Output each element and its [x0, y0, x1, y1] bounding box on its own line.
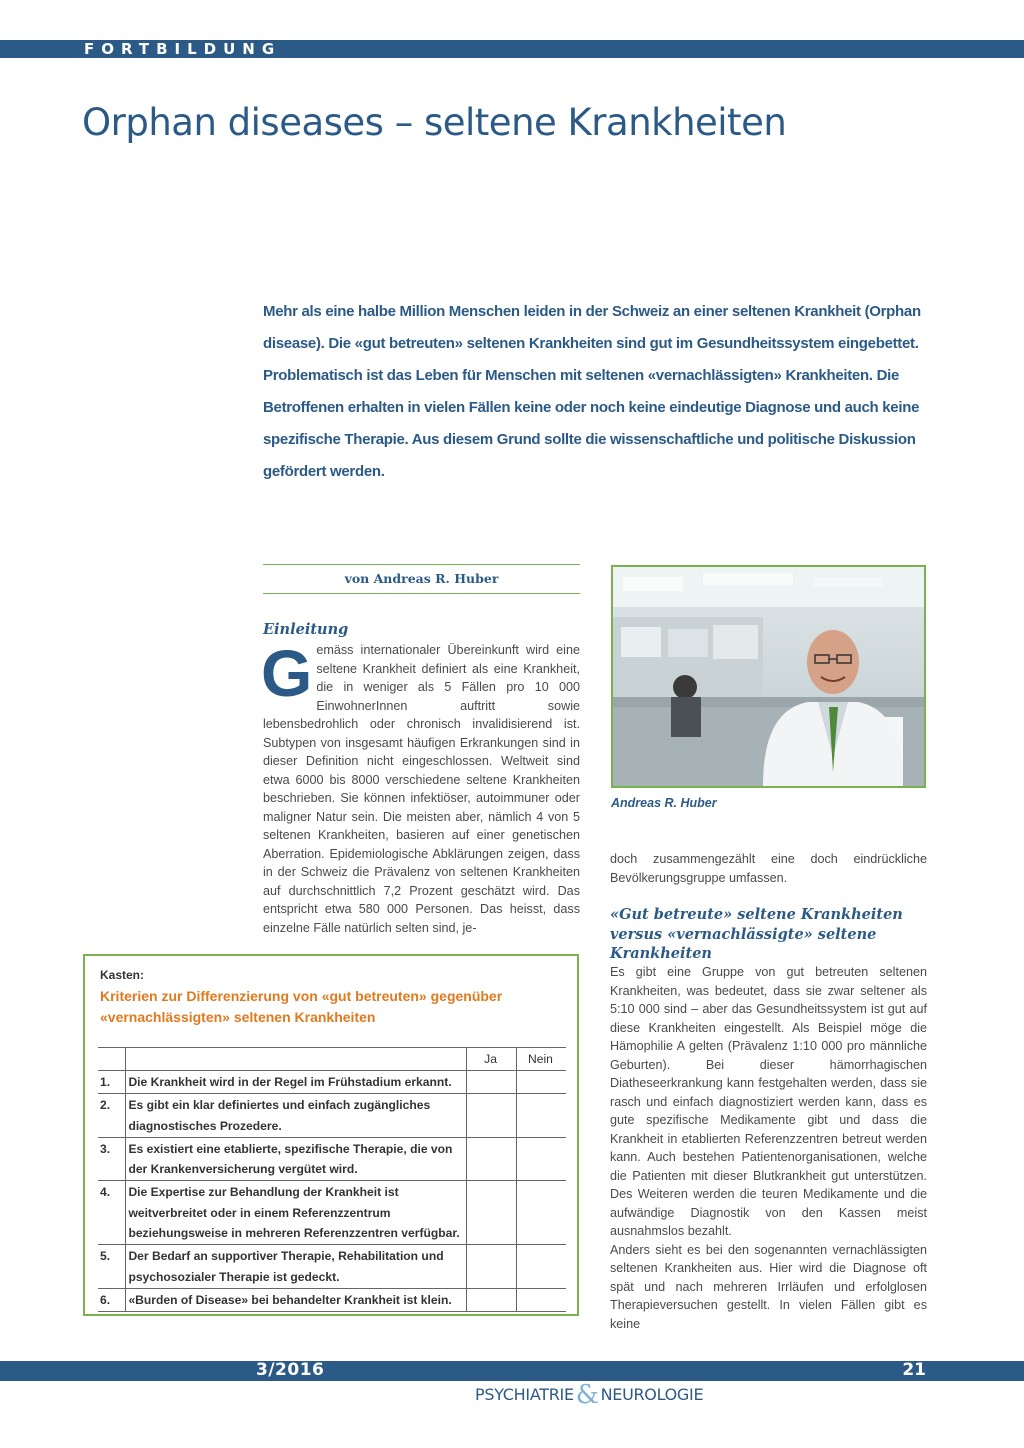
intro-body: emäss internationaler Übereinkunft wird eine seltene Krankheit definiert als eine Krankheit, die in weniger als 5 Fällen pro 10 000 EinwohnerInnen auftritt sowie lebensbedrohlich oder chronisch invalidisierend ist. Subtypen von insgesamt häufigen Erkrankungen sind in dieser Definition nicht eingeschlossen. Weltweit sind etwa 6000 bis 8000 verschiedene seltene Krankheiten beschrieben. Sie können infektiöser, autoimmuner oder maligner Natur sein. Die meisten aber, nämlich 4 von 5 seltenen Krankheiten, basieren auf einer genetischen Aberration. Epidemiologische Abklärungen zeigen, dass in der Schweiz die Prävalenz von seltenen Krankheiten auf durchschnittlich 7,2 Prozent geschätzt wird. Das entspricht etwa 580 000 Personen. Das heisst, dass einzelne Fälle natürlich selten sind, je- [263, 643, 580, 935]
section-body-gut-betreute [610, 963, 927, 1333]
row-ja-cell [467, 1071, 517, 1094]
intro-heading: Einleitung [263, 621, 349, 638]
header-cell-nein: Nein [516, 1048, 566, 1071]
article-title: Orphan diseases – seltene Krankheiten [82, 101, 787, 144]
author-byline: von Andreas R. Huber [344, 571, 499, 586]
row-ja-cell [467, 1245, 517, 1289]
author-rule-bottom [263, 593, 580, 594]
paragraph-2: Anders sieht es bei den sogenannten vernachlässigten seltenen Krankheiten aus. Hier wird die Diagnose oft spät und nach mehreren Irrläufen und erfolglosen Therapieversuchen gestellt. In vielen Fällen gibt es keine [610, 1242, 927, 1331]
author-photo [611, 565, 926, 788]
section-heading-gut-betreute: «Gut betreute» seltene Krankheiten versus «vernachlässigte» seltene Krankheiten [610, 906, 903, 962]
info-box-title: Kriterien zur Differenzierung von «gut betreuten» gegenüber «vernachlässigten» seltenen Krankheiten [100, 988, 503, 1025]
row-criterion: Es existiert eine etablierte, spezifische Therapie, die von der Krankenversicherung vergütet wird. [126, 1137, 467, 1181]
row-ja-cell [467, 1288, 517, 1311]
table-row [98, 1245, 566, 1289]
row-criterion: Die Expertise zur Behandlung der Krankheit ist weitverbreitet oder in einem Referenzzentrum beziehungsweise in mehreren Referenzzentren verfügbar. [126, 1181, 467, 1245]
table-row [98, 1181, 566, 1245]
info-box [83, 954, 579, 1316]
header-cell-num [98, 1048, 126, 1071]
row-criterion: «Burden of Disease» bei behandelter Krankheit ist klein. [126, 1288, 467, 1311]
row-nein-cell [516, 1245, 566, 1289]
row-criterion: Es gibt ein klar definiertes und einfach zugängliches diagnostisches Prozedere. [126, 1094, 467, 1138]
row-nein-cell [516, 1137, 566, 1181]
row-criterion: Die Krankheit wird in der Regel im Frühstadium erkannt. [126, 1071, 467, 1094]
row-nein-cell [516, 1071, 566, 1094]
intro-paragraph [261, 636, 580, 937]
row-number: 4. [98, 1181, 126, 1245]
row-criterion: Der Bedarf an supportiver Therapie, Rehabilitation und psychosozialer Therapie ist gedeckt. [126, 1245, 467, 1289]
photo-caption: Andreas R. Huber [611, 796, 717, 810]
table-row [98, 1288, 566, 1311]
ampersand-glyph: & [575, 1380, 599, 1410]
header-cell-criterion [126, 1048, 467, 1071]
row-nein-cell [516, 1181, 566, 1245]
journal-logo [475, 1380, 704, 1410]
row-ja-cell [467, 1181, 517, 1245]
row-ja-cell [467, 1137, 517, 1181]
lead-paragraph: Mehr als eine halbe Million Menschen leiden in der Schweiz an einer seltenen Krankheit (Orphan disease). Die «gut betreuten» seltenen Krankheiten sind gut im Gesundheitssystem eingebettet. Problematisch ist das Leben für Menschen mit seltenen «vernachlässigten» Krankheiten. Die Betroffenen erhalten in vielen Fällen keine oder noch keine eindeutige Diagnose und auch keine spezifische Therapie. Aus diesem Grund sollte die wissenschaftliche und politische Diskussion gefördert werden. [263, 303, 921, 480]
row-number: 3. [98, 1137, 126, 1181]
section-label: FORTBILDUNG [84, 40, 282, 58]
row-number: 2. [98, 1094, 126, 1138]
issue-number: 3/2016 [256, 1360, 325, 1380]
row-ja-cell [467, 1094, 517, 1138]
row-number: 5. [98, 1245, 126, 1289]
page-number: 21 [902, 1360, 926, 1380]
criteria-table [98, 1047, 566, 1312]
row-number: 6. [98, 1288, 126, 1311]
right-continuation: doch zusammengezählt eine doch eindrückliche Bevölkerungsgruppe umfassen. [610, 852, 927, 885]
footer-bar [0, 1361, 1024, 1381]
table-header-row [98, 1048, 566, 1071]
author-rule-top [263, 564, 580, 565]
table-row [98, 1071, 566, 1094]
header-cell-ja: Ja [467, 1048, 517, 1071]
info-box-label: Kasten: [100, 968, 145, 982]
row-nein-cell [516, 1094, 566, 1138]
table-row [98, 1137, 566, 1181]
dropcap: G [261, 636, 313, 710]
table-row [98, 1094, 566, 1138]
journal-name-right: NEUROLOGIE [600, 1385, 704, 1404]
lab-photo-illustration [613, 567, 924, 786]
row-nein-cell [516, 1288, 566, 1311]
journal-name-left: PSYCHIATRIE [475, 1385, 574, 1404]
row-number: 1. [98, 1071, 126, 1094]
paragraph-1: Es gibt eine Gruppe von gut betreuten seltenen Krankheiten, was bedeutet, dass sie zwar seltener als 5:10 000 sind – aber das Gesundheitssystem ist gut auf diese Krankheiten eingestellt. Als Beispiel möge die Hämophilie A gelten (Prävalenz 1:10 000 pro männliche Geburten). Bei dieser hämorrhagischen Diatheseerkrankung kann festgehalten werden, dass sie rasch und einfach diagnostiziert werden kann, dass es gute spezifische Medikamente gibt und dass die Krankheit in etablierten Referenzzentren betreut werden kann. Auch bestehen Patientenorganisationen, welche die Patienten mit dieser Blutkrankheit gut unterstützen. Des Weiteren werden die teuren Medikamente und die aufwändige Diagnostik von den Kassen meist ausnahmslos bezahlt. [610, 965, 927, 1238]
